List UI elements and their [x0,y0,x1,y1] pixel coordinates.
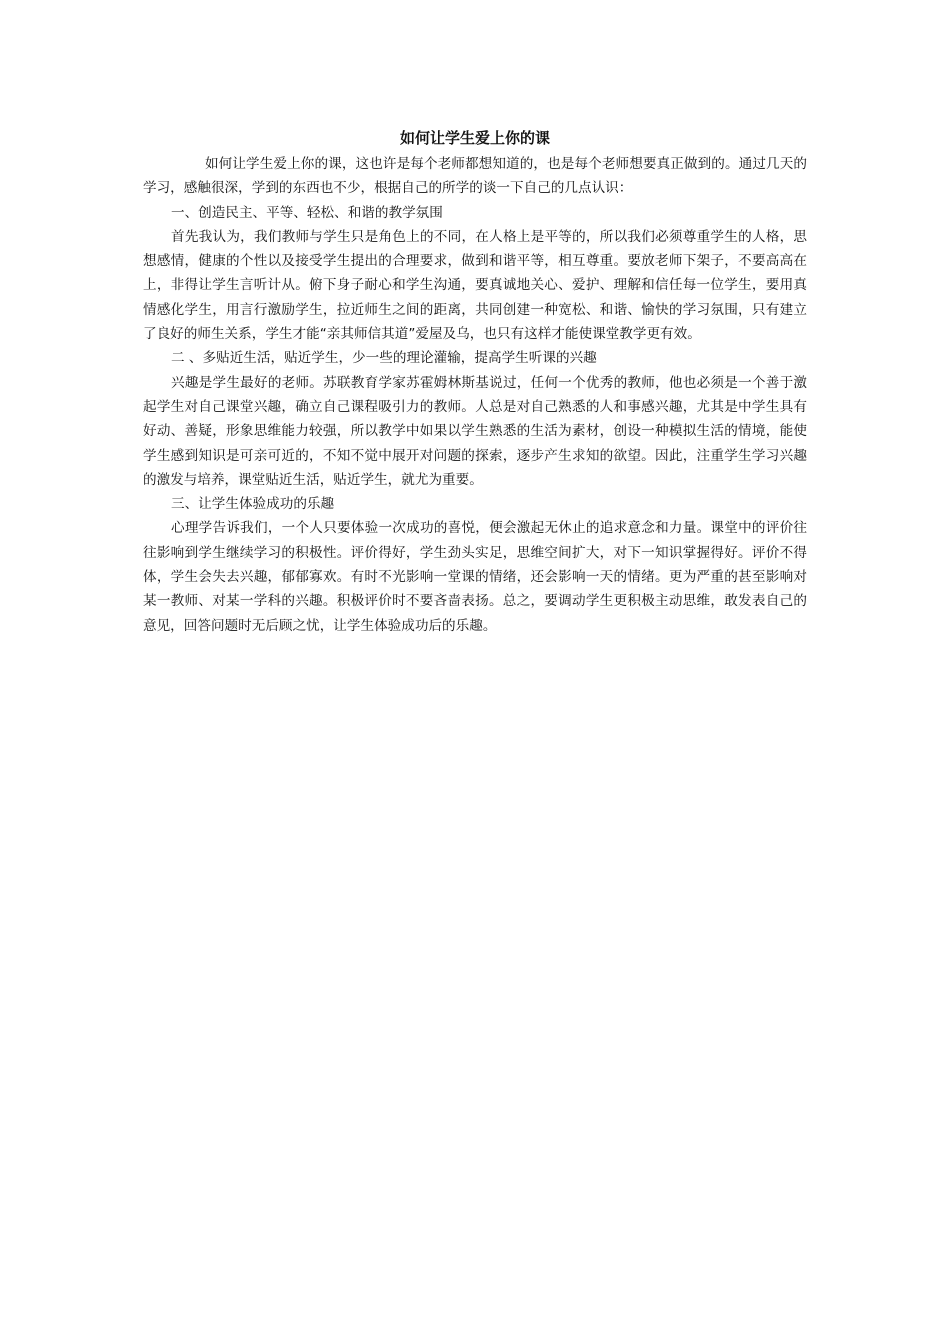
document-page [143,127,807,638]
intro-paragraph: 如何让学生爱上你的课，这也许是每个老师都想知道的，也是每个老师想要真正做到的。通过几天的学习，感触很深，学到的东西也不少，根据自己的所学的谈一下自己的几点认识： [143,156,807,197]
section-heading-1: 一、创造民主、平等、轻松、和谐的教学氛围 [171,204,443,221]
section-body-3: 心理学告诉我们，一个人只要体验一次成功的喜悦，便会激起无休止的追求意念和力量。课堂中的评价往往影响到学生继续学习的积极性。评价得好，学生劲头实足，思维空间扩大，对下一知识掌握得好。评价不得体，学生会失去兴趣，郁郁寡欢。有时不光影响一堂课的情绪，还会影响一天的情绪。更为严重的甚至影响对某一教师、对某一学科的兴趣。积极评价时不要吝啬表扬。总之，要调动学生更积极主动思维，敢发表自己的意见，回答问题时无后顾之忧，让学生体验成功后的乐趣。 [143,520,807,634]
section-heading-3: 三、让学生体验成功的乐趣 [171,496,335,513]
document-title: 如何让学生爱上你的课 [399,129,550,147]
section-heading-2: 二 、多贴近生活，贴近学生，少一些的理论灌输，提高学生听课的兴趣 [171,350,597,367]
section-body-2: 兴趣是学生最好的老师。苏联教育学家苏霍姆林斯基说过，任何一个优秀的教师，他也必须是一个善于激起学生对自己课堂兴趣，确立自己课程吸引力的教师。人总是对自己熟悉的人和事感兴趣，尤其是中学生具有好动、善疑，形象思维能力较强，所以教学中如果以学生熟悉的生活为素材，创设一种模拟生活的情境，能使学生感到知识是可亲可近的，不知不觉中展开对问题的探索，逐步产生求知的欲望。因此，注重学生学习兴趣的激发与培养，课堂贴近生活，贴近学生，就尤为重要。 [143,374,807,488]
section-body-1: 首先我认为，我们教师与学生只是角色上的不同，在人格上是平等的，所以我们必须尊重学生的人格，思想感情，健康的个性以及接受学生提出的合理要求，做到和谐平等，相互尊重。要放老师下架子，不要高高在上，非得让学生言听计从。俯下身子耐心和学生沟通，要真诚地关心、爱护、理解和信任每一位学生，要用真情感化学生，用言行激励学生，拉近师生之间的距离，共同创建一种宽松、和谐、愉快的学习氛围，只有建立了良好的师生关系，学生才能“亲其师信其道”爱屋及乌，也只有这样才能使课堂教学更有效。 [143,228,807,343]
